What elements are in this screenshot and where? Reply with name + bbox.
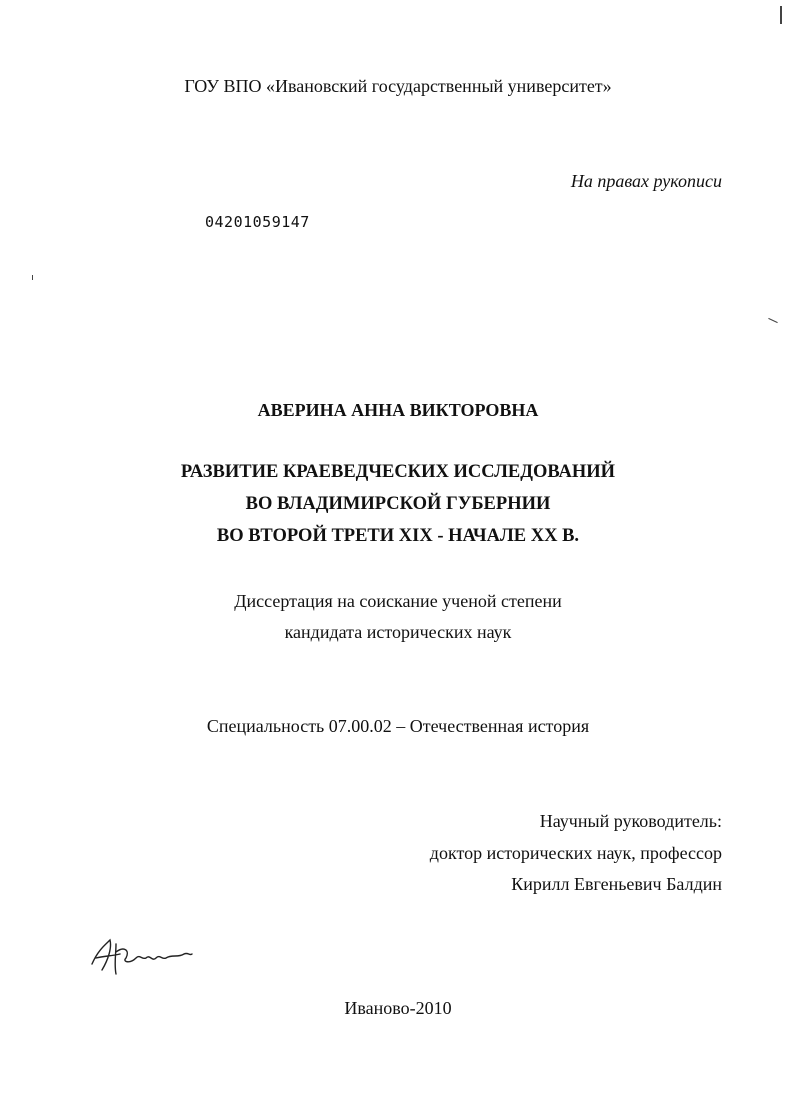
supervisor-credentials: доктор исторических наук, профессор bbox=[429, 843, 722, 863]
scan-mark-left bbox=[32, 275, 33, 280]
supervisor-name: Кирилл Евгеньевич Балдин bbox=[511, 874, 722, 894]
degree-line-2: кандидата исторических наук bbox=[284, 622, 512, 642]
author-name: АВЕРИНА АННА ВИКТОРОВНА bbox=[257, 400, 539, 420]
supervisor-role: Научный руководитель: bbox=[539, 811, 722, 831]
title-line-3: ВО ВТОРОЙ ТРЕТИ XIX - НАЧАЛЕ XX В. bbox=[216, 526, 580, 546]
scan-mark-right bbox=[768, 318, 777, 323]
scan-mark-top-right bbox=[780, 6, 782, 24]
manuscript-note: На правах рукописи bbox=[570, 171, 722, 191]
catalog-number: 04201059147 bbox=[205, 213, 310, 231]
place-year: Иваново-2010 bbox=[344, 998, 452, 1018]
institution-name: ГОУ ВПО «Ивановский государственный университет» bbox=[184, 76, 612, 96]
degree-line-1: Диссертация на соискание ученой степени bbox=[234, 591, 562, 611]
handwritten-signature bbox=[86, 930, 196, 980]
title-line-2: ВО ВЛАДИМИРСКОЙ ГУБЕРНИИ bbox=[245, 494, 551, 514]
specialty: Специальность 07.00.02 – Отечественная история bbox=[206, 716, 590, 736]
title-line-1: РАЗВИТИЕ КРАЕВЕДЧЕСКИХ ИССЛЕДОВАНИЙ bbox=[180, 462, 616, 482]
